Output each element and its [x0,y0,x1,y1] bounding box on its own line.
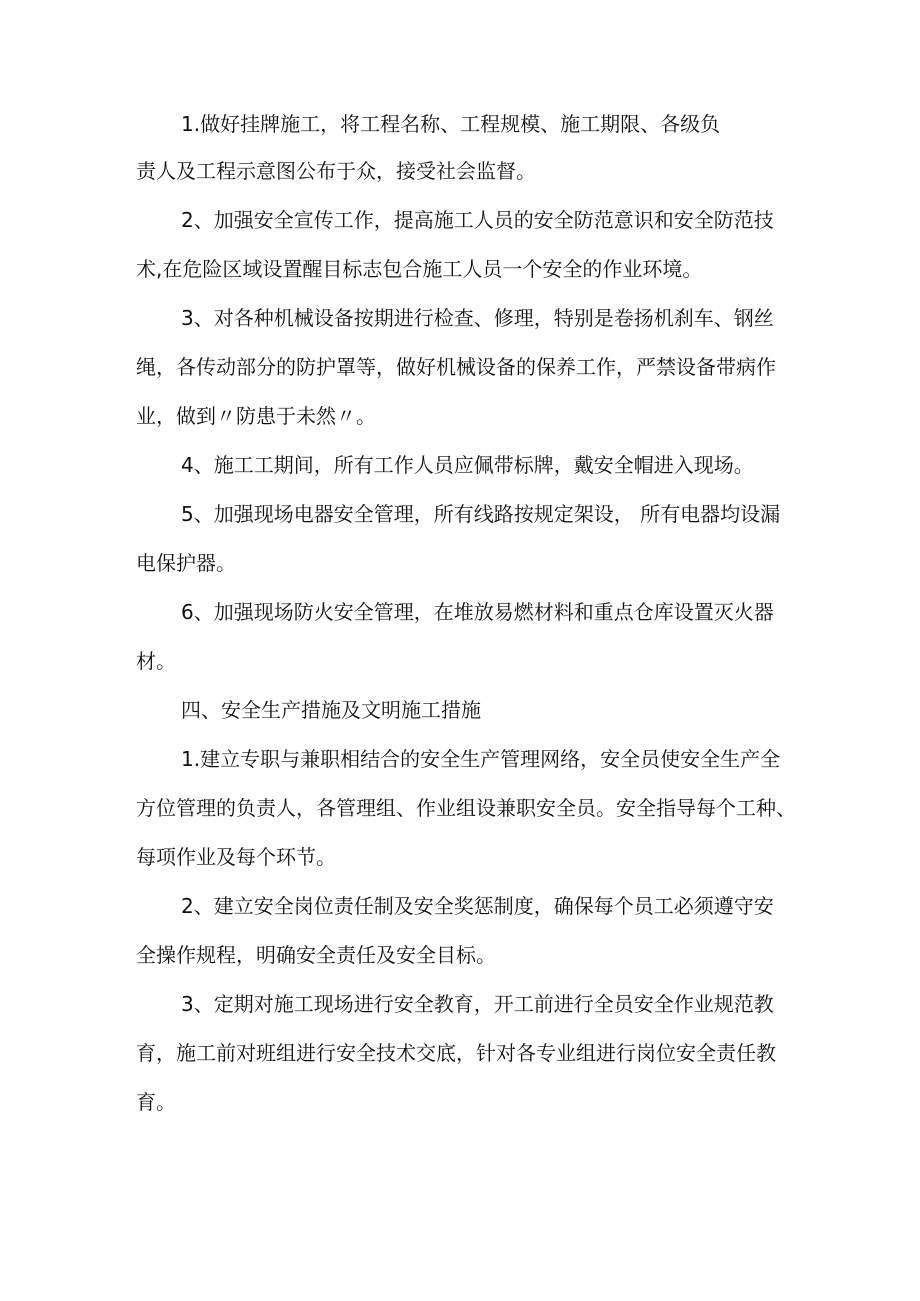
paragraph-3-line-2: 绳，各传动部分的防护罩等，做好机械设备的保养工作，严禁设备带病作 [136,355,776,379]
paragraph-7-line-3: 每项作业及每个环节。 [136,845,336,869]
paragraph-3-line-1: 3、对各种机械设备按期进行检查、修理，特别是卷扬机刹车、钢丝 [181,306,774,330]
paragraph-7-line-2: 方位管理的负责人，各管理组、作业组设兼职安全员。安全指导每个工种、 [136,796,796,820]
paragraph-9-line-3: 育。 [136,1090,176,1114]
paragraph-5-line-1: 5、加强现场电器安全管理，所有线路按规定架设， 所有电器均设漏 [181,502,781,526]
paragraph-2-line-2: 术,在危险区域设置醒目标志包合施工人员一个安全的作业环境。 [136,257,703,281]
paragraph-1-line-2: 责人及工程示意图公布于众，接受社会监督。 [136,159,536,183]
paragraph-8-line-2: 全操作规程，明确安全责任及安全目标。 [136,943,496,967]
paragraph-9-line-2: 育，施工前对班组进行安全技术交底，针对各专业组进行岗位安全责任教 [136,1041,776,1065]
paragraph-6-line-1: 6、加强现场防火安全管理，在堆放易燃材料和重点仓库设置灭火器 [181,600,774,624]
paragraph-6-line-2: 材。 [136,649,176,673]
paragraph-8-line-1: 2、建立安全岗位责任制及安全奖惩制度，确保每个员工必须遵守安 [181,894,774,918]
paragraph-5-line-2: 电保护器。 [136,551,236,575]
section-heading-4: 四、安全生产措施及文明施工措施 [181,698,481,722]
paragraph-2-line-1: 2、加强安全宣传工作，提高施工人员的安全防范意识和安全防范技 [181,208,774,232]
paragraph-3-line-3: 业，做到〃防患于未然〃。 [136,404,376,428]
paragraph-4-line-1: 4、施工工期间，所有工作人员应佩带标牌，戴安全帽进入现场。 [181,453,754,477]
paragraph-9-line-1: 3、定期对施工现场进行安全教育，开工前进行全员安全作业规范教 [181,992,774,1016]
paragraph-7-line-1: 1.建立专职与兼职相结合的安全生产管理网络，安全员使安全生产全 [181,747,781,771]
paragraph-1-line-1: 1.做好挂牌施工，将工程名称、工程规模、施工期限、各级负 [181,112,721,136]
